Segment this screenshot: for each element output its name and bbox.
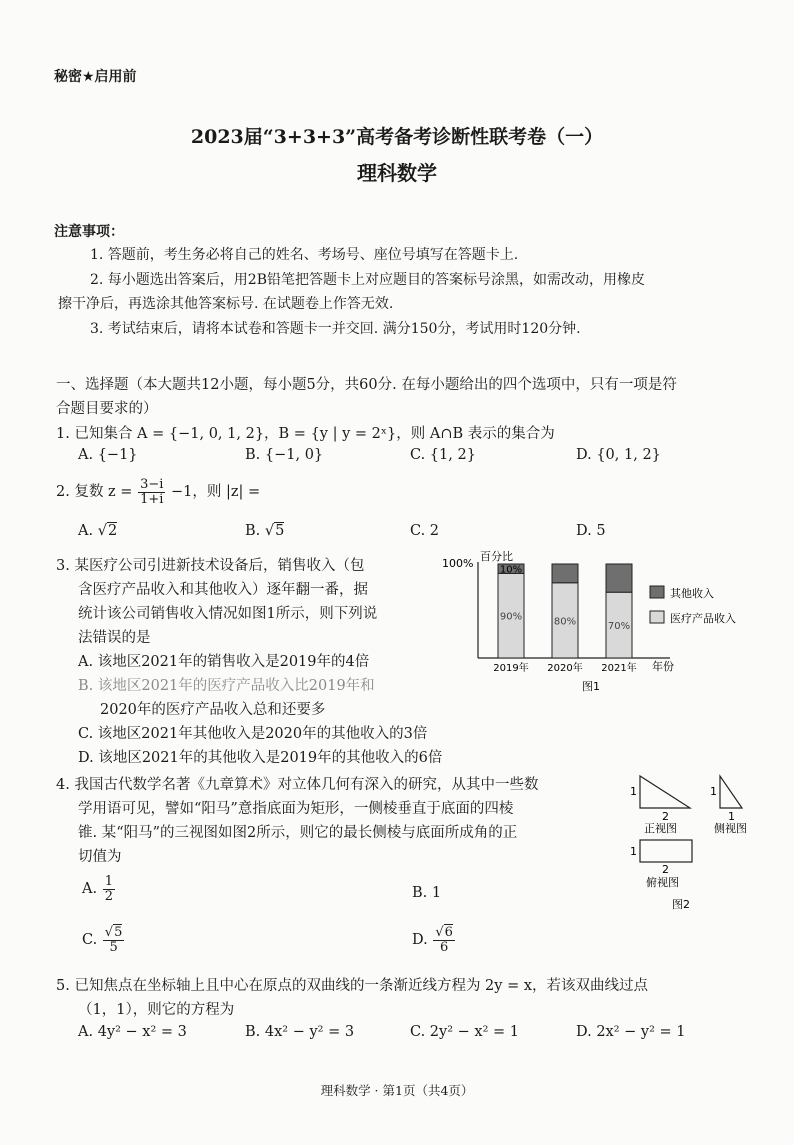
q1-option-b: B. {−1, 0} (245, 447, 324, 463)
bar-label-medical-1: 80% (553, 616, 577, 628)
q4-option-d-num: 6 (444, 925, 453, 940)
q2-option-d: D. 5 (576, 523, 606, 539)
x-tick-0: 2019年 (493, 663, 529, 674)
secret-label: 秘密★启用前 (54, 69, 137, 85)
top-view-dim-height: 1 (630, 845, 637, 858)
side-view-triangle (720, 776, 742, 808)
q1-option-a: A. {−1} (78, 447, 138, 463)
q2-option-b-label: B. (245, 523, 261, 539)
q4-option-a-num: 1 (104, 874, 113, 889)
q3-stem-1: 3. 某医疗公司引进新技术设备后，销售收入（包 (56, 558, 365, 574)
figure-2-three-views (620, 768, 780, 914)
legend-medical: 医疗产品收入 (670, 612, 736, 625)
section-heading: 一、选择题（本大题共12小题，每小题5分，共60分. 在每小题给出的四个选项中，只有一项是符 (56, 377, 677, 393)
bar-label-medical-0: 90% (499, 611, 523, 623)
q5-option-c: C. 2y² − x² = 1 (410, 1024, 519, 1040)
front-view-label: 正视图 (644, 822, 677, 835)
side-view-dim-width: 1 (728, 810, 735, 823)
q3-stem-4: 法错误的是 (78, 630, 151, 646)
q2-option-a-label: A. (78, 523, 94, 539)
q4-option-c-den: 5 (109, 939, 118, 955)
q4-option-c-label: C. (82, 932, 98, 949)
q4-stem-3: 锥. 某“阳马”的三视图如图2所示，则它的最长侧棱与底面所成角的正 (78, 825, 518, 841)
q4-option-d-fraction: $\frac{√6}{6}$ (435, 925, 453, 955)
page-footer: 理科数学 · 第1页（共4页） (320, 1083, 474, 1098)
q3-option-a: A. 该地区2021年的销售收入是2019年的4倍 (78, 654, 370, 670)
note-2-cont: 擦干净后，再选涂其他答案标号. 在试题卷上作答无效. (58, 296, 394, 312)
top-view-dim-width: 2 (662, 863, 669, 876)
front-view-dim-width: 2 (662, 810, 669, 823)
chart-xlabel: 年份 (652, 660, 674, 673)
q5-option-a: A. 4y² − x² = 3 (78, 1024, 187, 1040)
figure-1-chart (440, 548, 770, 698)
q2-option-b-radicand: 5 (275, 523, 285, 539)
top-view-rect (640, 840, 692, 862)
q3-option-d: D. 该地区2021年的其他收入是2019年的其他收入的6倍 (78, 750, 443, 766)
bar-label-other-0: 10% (499, 564, 523, 576)
q5-option-d: D. 2x² − y² = 1 (576, 1024, 686, 1040)
bar-label-medical-2: 70% (607, 621, 631, 633)
chart-caption: 图1 (582, 680, 600, 693)
q2-stem-pre: 2. 复数 z = (56, 484, 133, 501)
q2-option-b: B. √5 (245, 523, 285, 539)
q4-option-a-fraction (103, 875, 115, 903)
q5-stem-1: 5. 已知焦点在坐标轴上且中心在原点的双曲线的一条渐近线方程为 2y = x，若该双曲线过点 (56, 978, 649, 994)
q4-option-d (412, 926, 456, 954)
q4-option-d-den: 6 (439, 939, 449, 955)
q4-option-a-label: A. (82, 881, 98, 898)
q2-denominator: 1+i (140, 491, 164, 507)
front-view-triangle (640, 776, 690, 808)
chart-ytick-100: 100% (442, 557, 474, 570)
q1-option-d: D. {0, 1, 2} (576, 447, 661, 463)
note-1: 1. 答题前，考生务必将自己的姓名、考场号、座位号填写在答题卡上. (90, 247, 519, 263)
q2-fraction (138, 478, 165, 506)
q4-option-c-num: 5 (114, 925, 123, 940)
x-tick-2: 2021年 (601, 663, 637, 674)
q2-option-c: C. 2 (410, 523, 440, 539)
q4-option-d-label: D. (412, 932, 428, 949)
q3-option-b: B. 该地区2021年的医疗产品收入比2019年和 (78, 678, 375, 694)
q3-option-b-cont: 2020年的医疗产品收入总和还要多 (100, 702, 326, 718)
side-view-dim-height: 1 (710, 785, 717, 798)
exam-title: 2023届“3+3+3”高考备考诊断性联考卷（一） (190, 126, 604, 148)
front-view-dim-height: 1 (630, 785, 637, 798)
q5-stem-2: （1，1），则它的方程为 (78, 1002, 235, 1018)
q2-numerator: 3−i (140, 477, 164, 492)
q4-stem-2: 学用语可见，譬如“阳马”意指底面为矩形，一侧棱垂直于底面的四棱 (78, 801, 514, 817)
q4-option-c (82, 926, 125, 954)
legend-other: 其他收入 (670, 587, 714, 600)
figure-2-caption: 图2 (672, 898, 690, 911)
q3-stem-2: 含医疗产品收入和其他收入）逐年翻一番，据 (78, 582, 368, 598)
top-view-label: 俯视图 (646, 876, 679, 889)
q4-option-a (82, 875, 116, 903)
q3-stem-3: 统计该公司销售收入情况如图1所示，则下列说 (78, 606, 378, 622)
q4-option-a-den: 2 (104, 888, 113, 904)
bar-other-2 (606, 564, 632, 592)
q2-option-a-radicand: 2 (107, 523, 118, 539)
chart-bars (493, 564, 636, 674)
q4-option-c-fraction: $\frac{√5}{5}$ (104, 925, 123, 955)
note-2: 2. 每小题选出答案后，用2B铅笔把答题卡上对应题目的答案标号涂黑，如需改动，用橡皮 (90, 272, 646, 288)
chart-ylabel: 百分比 (480, 550, 513, 563)
q4-stem-4: 切值为 (78, 849, 122, 865)
q3-option-c: C. 该地区2021年其他收入是2020年的其他收入的3倍 (78, 726, 428, 742)
legend-swatch-other (650, 586, 664, 598)
q5-option-b: B. 4x² − y² = 3 (245, 1024, 355, 1040)
q2-option-a: A. √2 (78, 523, 118, 539)
q1-option-c: C. {1, 2} (410, 447, 476, 463)
notes-heading: 注意事项： (54, 224, 124, 240)
side-view-label: 侧视图 (714, 822, 747, 835)
x-tick-1: 2020年 (547, 663, 583, 674)
q2-stem-post: −1，则 |z| = (171, 484, 261, 501)
q4-stem-1: 4. 我国古代数学名著《九章算术》对立体几何有深入的研究，从其中一些数 (56, 777, 539, 793)
note-3: 3. 考试结束后，请将本试卷和答题卡一并交回. 满分150分，考试用时120分钟. (90, 321, 581, 337)
exam-subject: 理科数学 (357, 161, 437, 185)
legend-swatch-medical (650, 611, 664, 623)
q4-option-b: B. 1 (412, 885, 442, 901)
q1-stem: 1. 已知集合 A = {−1, 0, 1, 2}，B = {y | y = 2ˣ}，则 A∩B 表示的集合为 (56, 426, 555, 442)
bar-other-1 (552, 564, 578, 583)
q2-stem (56, 478, 260, 506)
section-heading-cont: 合题目要求的） (56, 401, 158, 417)
